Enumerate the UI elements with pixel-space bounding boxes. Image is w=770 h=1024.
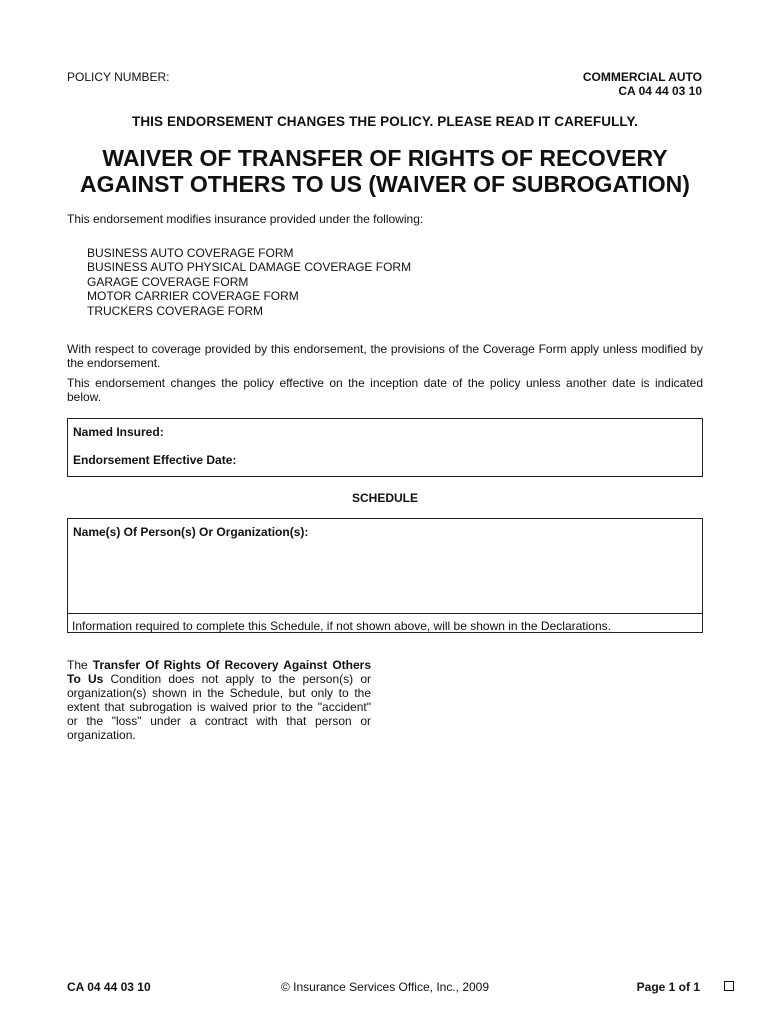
intro-text: This endorsement modifies insurance provided under the following:: [67, 212, 424, 226]
named-insured-label: Named Insured:: [73, 425, 164, 439]
schedule-info-text: Information required to complete this Schedule, if not shown above, will be shown in the Declarations.: [72, 619, 611, 633]
document-title: [0, 145, 770, 197]
waiver-text: Condition does not apply to the person(s) or organization(s) shown in the Schedule, but only to the extent that subrogation is waived prior to the "accident" or the "loss" under a contract with that person or organization.: [67, 672, 371, 742]
header-form-info: [583, 70, 702, 98]
policy-number-label: POLICY NUMBER:: [67, 70, 170, 84]
insured-info-box: [67, 418, 703, 477]
footer-form-number: CA 04 44 03 10: [67, 980, 151, 994]
effective-date-label: Endorsement Effective Date:: [73, 453, 237, 467]
waiver-condition-name: Transfer Of Rights Of Recovery Against Others To Us: [67, 658, 371, 686]
footer-copyright: © Insurance Services Office, Inc., 2009: [280, 980, 490, 994]
waiver-paragraph: [67, 658, 371, 742]
endorsement-notice: THIS ENDORSEMENT CHANGES THE POLICY. PLEASE READ IT CAREFULLY.: [131, 114, 638, 129]
schedule-heading: SCHEDULE: [351, 491, 418, 505]
schedule-divider: [68, 613, 702, 614]
title-line-1: WAIVER OF TRANSFER OF RIGHTS OF RECOVERY: [102, 145, 668, 171]
square-box-icon: [724, 981, 734, 991]
schedule-box: [67, 518, 703, 633]
coverage-form-item: MOTOR CARRIER COVERAGE FORM: [87, 289, 299, 304]
effective-date-paragraph: This endorsement changes the policy effective on the inception date of the policy unless another date is indicated below.: [67, 376, 703, 404]
coverage-form-item: BUSINESS AUTO COVERAGE FORM: [87, 246, 294, 260]
coverage-form-item: BUSINESS AUTO PHYSICAL DAMAGE COVERAGE FORM: [87, 260, 412, 275]
waiver-prefix: The: [67, 658, 93, 672]
provisions-paragraph: With respect to coverage provided by this endorsement, the provisions of the Coverage Form apply unless modified by the endorsement.: [67, 342, 703, 370]
coverage-form-item: GARAGE COVERAGE FORM: [87, 274, 249, 289]
form-number: CA 04 44 03 10: [618, 84, 702, 98]
coverage-forms-list: [87, 246, 411, 318]
schedule-names-label: Name(s) Of Person(s) Or Organization(s):: [73, 525, 309, 539]
coverage-line: COMMERCIAL AUTO: [582, 70, 702, 84]
coverage-form-item: TRUCKERS COVERAGE FORM: [87, 303, 264, 318]
title-line-2: AGAINST OTHERS TO US (WAIVER OF SUBROGATION): [80, 171, 690, 197]
footer-page-number: Page 1 of 1: [636, 980, 700, 994]
